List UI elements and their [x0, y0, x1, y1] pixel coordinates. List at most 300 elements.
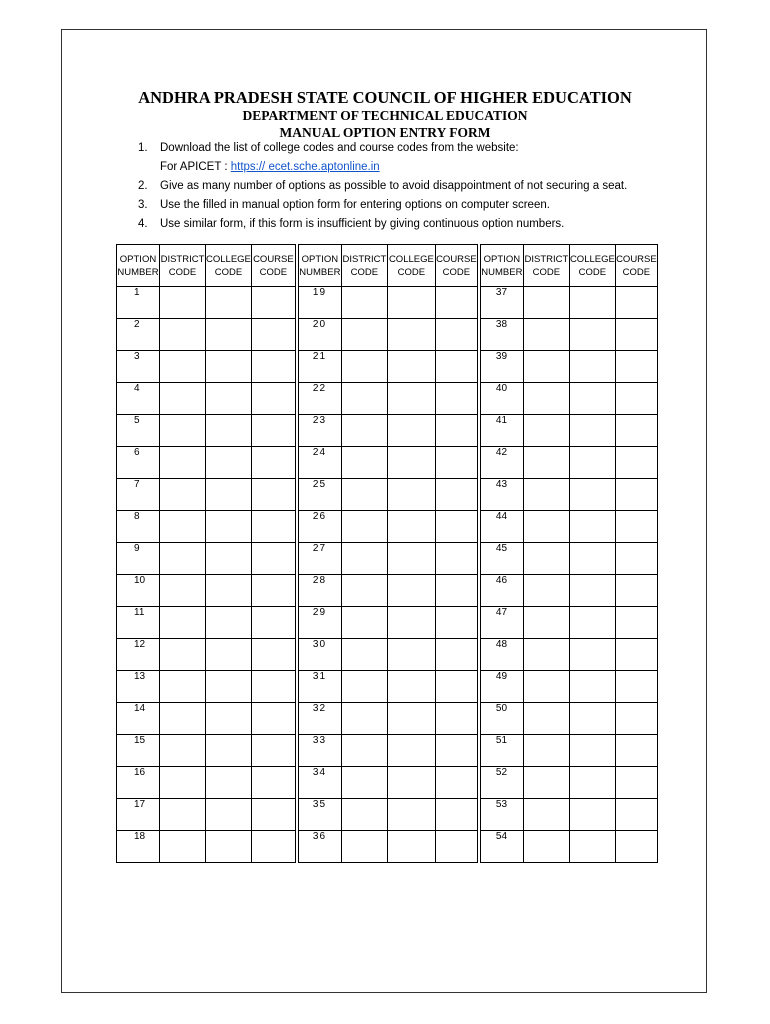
- college-code-cell[interactable]: [569, 511, 615, 543]
- option-number-cell: [298, 671, 341, 703]
- option-number-cell: [298, 543, 341, 575]
- college-code-cell[interactable]: [569, 831, 615, 863]
- option-number: 7: [134, 479, 140, 490]
- instruction-number: 3.: [138, 199, 148, 211]
- course-code-cell[interactable]: [615, 799, 657, 831]
- district-code-cell[interactable]: [341, 383, 387, 415]
- district-code-cell[interactable]: [341, 575, 387, 607]
- district-code-cell[interactable]: [341, 735, 387, 767]
- table-row: [117, 671, 658, 703]
- header-line2: CODE: [214, 266, 243, 278]
- course-code-cell[interactable]: [251, 831, 295, 863]
- option-number-cell: [480, 479, 523, 511]
- header-line2: CODE: [442, 266, 471, 278]
- option-number: 37: [495, 287, 508, 298]
- district-code-cell[interactable]: [523, 671, 569, 703]
- website-link[interactable]: https:// ecet.sche.aptonline.in: [230, 161, 380, 173]
- course-code-cell[interactable]: [615, 575, 657, 607]
- option-number: 35: [312, 799, 327, 810]
- instruction-text: For APICET :: [160, 161, 231, 173]
- college-code-cell[interactable]: [387, 351, 435, 383]
- course-code-cell[interactable]: [615, 543, 657, 575]
- instruction-text: Use similar form, if this form is insufficient by giving continuous option numbers.: [160, 218, 565, 230]
- course-code-cell[interactable]: [615, 607, 657, 639]
- college-code-cell[interactable]: [569, 607, 615, 639]
- option-number: 44: [495, 511, 508, 522]
- header-cell: [387, 245, 435, 287]
- district-code-cell[interactable]: [160, 415, 206, 447]
- course-code-cell[interactable]: [435, 287, 477, 319]
- option-number-cell: [117, 799, 160, 831]
- college-code-cell[interactable]: [387, 607, 435, 639]
- option-number: 50: [495, 703, 508, 714]
- option-number-cell: [117, 415, 160, 447]
- district-code-cell[interactable]: [160, 351, 206, 383]
- district-code-cell[interactable]: [523, 799, 569, 831]
- district-code-cell[interactable]: [341, 671, 387, 703]
- course-code-cell[interactable]: [251, 383, 295, 415]
- instruction-number: 1.: [138, 142, 148, 154]
- college-code-cell[interactable]: [569, 799, 615, 831]
- course-code-cell[interactable]: [251, 703, 295, 735]
- college-code-cell[interactable]: [569, 703, 615, 735]
- option-number-cell: [117, 575, 160, 607]
- district-code-cell[interactable]: [523, 607, 569, 639]
- college-code-cell[interactable]: [206, 447, 252, 479]
- option-number: 25: [312, 479, 327, 490]
- course-code-cell[interactable]: [251, 543, 295, 575]
- college-code-cell[interactable]: [206, 511, 252, 543]
- college-code-cell[interactable]: [206, 351, 252, 383]
- college-code-cell[interactable]: [569, 639, 615, 671]
- course-code-cell[interactable]: [615, 767, 657, 799]
- district-code-cell[interactable]: [160, 319, 206, 351]
- option-number: 23: [312, 415, 327, 426]
- option-number-cell: [117, 447, 160, 479]
- instruction-number: 4.: [138, 218, 148, 230]
- district-code-cell[interactable]: [341, 767, 387, 799]
- option-number-cell: [480, 447, 523, 479]
- district-code-cell[interactable]: [160, 383, 206, 415]
- option-number: 33: [312, 735, 327, 746]
- district-code-cell[interactable]: [341, 287, 387, 319]
- option-number: 24: [312, 447, 327, 458]
- option-number: 38: [495, 319, 508, 330]
- course-code-cell[interactable]: [435, 831, 477, 863]
- table-row: [117, 415, 658, 447]
- college-code-cell[interactable]: [569, 319, 615, 351]
- option-number-cell: [480, 351, 523, 383]
- option-number: 5: [134, 415, 140, 426]
- option-number-cell: [480, 415, 523, 447]
- district-code-cell[interactable]: [160, 479, 206, 511]
- option-entry-table: [116, 244, 658, 863]
- college-code-cell[interactable]: [387, 671, 435, 703]
- option-number-cell: [480, 287, 523, 319]
- option-number-cell: [298, 831, 341, 863]
- option-number: 18: [134, 831, 146, 842]
- header-line1: COLLEGE: [206, 253, 251, 265]
- option-number-cell: [117, 479, 160, 511]
- option-number: 2: [134, 319, 140, 330]
- option-number: 46: [495, 575, 508, 586]
- college-code-cell[interactable]: [206, 639, 252, 671]
- table-row: [117, 575, 658, 607]
- header-line2: CODE: [259, 266, 288, 278]
- option-number: 21: [312, 351, 327, 362]
- table-row: [117, 383, 658, 415]
- district-code-cell[interactable]: [160, 575, 206, 607]
- option-number-cell: [117, 671, 160, 703]
- college-code-cell[interactable]: [387, 383, 435, 415]
- course-code-cell[interactable]: [251, 479, 295, 511]
- option-number: 47: [495, 607, 508, 618]
- option-number: 13: [134, 671, 146, 682]
- course-code-cell[interactable]: [251, 575, 295, 607]
- college-code-cell[interactable]: [387, 447, 435, 479]
- course-code-cell[interactable]: [615, 415, 657, 447]
- college-code-cell[interactable]: [387, 319, 435, 351]
- table-row: [117, 799, 658, 831]
- option-number: 6: [134, 447, 140, 458]
- district-code-cell[interactable]: [160, 831, 206, 863]
- course-code-cell[interactable]: [435, 607, 477, 639]
- table-row: [117, 447, 658, 479]
- district-code-cell[interactable]: [160, 511, 206, 543]
- district-code-cell[interactable]: [523, 639, 569, 671]
- option-number: 4: [134, 383, 140, 394]
- district-code-cell[interactable]: [341, 639, 387, 671]
- option-number: 32: [312, 703, 327, 714]
- option-number-cell: [298, 319, 341, 351]
- course-code-cell[interactable]: [435, 703, 477, 735]
- college-code-cell[interactable]: [569, 383, 615, 415]
- college-code-cell[interactable]: [206, 319, 252, 351]
- instruction-text: Give as many number of options as possible to avoid disappointment of not securing a seat.: [160, 180, 628, 192]
- header-line2: NUMBER: [299, 266, 341, 278]
- course-code-cell[interactable]: [615, 671, 657, 703]
- option-number: 54: [495, 831, 508, 842]
- district-code-cell[interactable]: [341, 511, 387, 543]
- option-number-cell: [480, 383, 523, 415]
- course-code-cell[interactable]: [615, 479, 657, 511]
- college-code-cell[interactable]: [206, 767, 252, 799]
- header-cell: [480, 245, 523, 287]
- district-code-cell[interactable]: [341, 447, 387, 479]
- district-code-cell[interactable]: [523, 351, 569, 383]
- option-number-cell: [117, 511, 160, 543]
- district-code-cell[interactable]: [341, 799, 387, 831]
- college-code-cell[interactable]: [387, 735, 435, 767]
- district-code-cell[interactable]: [341, 607, 387, 639]
- college-code-cell[interactable]: [569, 287, 615, 319]
- header-cell: [117, 245, 160, 287]
- college-code-cell[interactable]: [387, 799, 435, 831]
- college-code-cell[interactable]: [206, 799, 252, 831]
- district-code-cell[interactable]: [160, 639, 206, 671]
- course-code-cell[interactable]: [615, 703, 657, 735]
- college-code-cell[interactable]: [569, 671, 615, 703]
- college-code-cell[interactable]: [206, 543, 252, 575]
- course-code-cell[interactable]: [251, 511, 295, 543]
- option-number: 22: [312, 383, 327, 394]
- course-code-cell[interactable]: [615, 287, 657, 319]
- option-number-cell: [298, 607, 341, 639]
- college-code-cell[interactable]: [569, 735, 615, 767]
- table-row: [117, 639, 658, 671]
- option-number: 17: [134, 799, 146, 810]
- district-code-cell[interactable]: [523, 831, 569, 863]
- district-code-cell[interactable]: [341, 351, 387, 383]
- district-code-cell[interactable]: [523, 415, 569, 447]
- district-code-cell[interactable]: [523, 735, 569, 767]
- option-number: 49: [495, 671, 508, 682]
- instruction-text: Download the list of college codes and course codes from the website:: [160, 142, 519, 154]
- option-number-cell: [298, 479, 341, 511]
- option-number-cell: [480, 639, 523, 671]
- district-code-cell[interactable]: [160, 767, 206, 799]
- college-code-cell[interactable]: [206, 735, 252, 767]
- district-code-cell[interactable]: [160, 543, 206, 575]
- option-number: 11: [134, 607, 145, 618]
- college-code-cell[interactable]: [387, 479, 435, 511]
- college-code-cell[interactable]: [387, 287, 435, 319]
- course-code-cell[interactable]: [251, 639, 295, 671]
- option-number-cell: [298, 575, 341, 607]
- course-code-cell[interactable]: [435, 383, 477, 415]
- district-code-cell[interactable]: [341, 543, 387, 575]
- college-code-cell[interactable]: [206, 703, 252, 735]
- option-number: 45: [495, 543, 508, 554]
- college-code-cell[interactable]: [387, 575, 435, 607]
- college-code-cell[interactable]: [206, 671, 252, 703]
- option-number-cell: [298, 383, 341, 415]
- option-number: 28: [312, 575, 327, 586]
- option-number-cell: [117, 319, 160, 351]
- option-number: 3: [134, 351, 140, 362]
- option-number-cell: [298, 447, 341, 479]
- course-code-cell[interactable]: [435, 671, 477, 703]
- course-code-cell[interactable]: [615, 735, 657, 767]
- district-code-cell[interactable]: [523, 511, 569, 543]
- option-number: 1: [134, 287, 140, 298]
- header-line2: CODE: [397, 266, 426, 278]
- district-code-cell[interactable]: [160, 799, 206, 831]
- header-cell: [341, 245, 387, 287]
- option-number: 9: [134, 543, 140, 554]
- option-number: 31: [312, 671, 327, 682]
- option-number: 12: [134, 639, 146, 650]
- district-code-cell[interactable]: [160, 671, 206, 703]
- table-row: [117, 479, 658, 511]
- option-number: 10: [134, 575, 146, 586]
- course-code-cell[interactable]: [435, 799, 477, 831]
- district-code-cell[interactable]: [523, 575, 569, 607]
- college-code-cell[interactable]: [206, 607, 252, 639]
- course-code-cell[interactable]: [435, 543, 477, 575]
- course-code-cell[interactable]: [615, 447, 657, 479]
- college-code-cell[interactable]: [387, 543, 435, 575]
- course-code-cell[interactable]: [251, 607, 295, 639]
- instruction-number: 2.: [138, 180, 148, 192]
- option-number-cell: [117, 543, 160, 575]
- option-number-cell: [480, 799, 523, 831]
- option-number-cell: [480, 319, 523, 351]
- option-number-cell: [480, 767, 523, 799]
- college-code-cell[interactable]: [206, 383, 252, 415]
- course-code-cell[interactable]: [615, 831, 657, 863]
- option-number: 41: [495, 415, 508, 426]
- college-code-cell[interactable]: [569, 575, 615, 607]
- header-cell: [206, 245, 252, 287]
- header-line2: CODE: [578, 266, 607, 278]
- option-number-cell: [298, 287, 341, 319]
- district-code-cell[interactable]: [160, 607, 206, 639]
- district-code-cell[interactable]: [523, 319, 569, 351]
- option-number-cell: [480, 735, 523, 767]
- college-code-cell[interactable]: [387, 415, 435, 447]
- district-code-cell[interactable]: [160, 447, 206, 479]
- course-code-cell[interactable]: [435, 447, 477, 479]
- course-code-cell[interactable]: [251, 319, 295, 351]
- table-row: [117, 351, 658, 383]
- option-number-cell: [117, 767, 160, 799]
- header-cell: [251, 245, 295, 287]
- option-number: 16: [134, 767, 146, 778]
- college-code-cell[interactable]: [206, 415, 252, 447]
- header-line1: COURSE: [436, 253, 477, 265]
- college-code-cell[interactable]: [206, 575, 252, 607]
- option-number: 19: [312, 287, 327, 298]
- college-code-cell[interactable]: [569, 351, 615, 383]
- header-line1: OPTION: [119, 253, 157, 265]
- district-code-cell[interactable]: [341, 831, 387, 863]
- header-line2: CODE: [532, 266, 561, 278]
- header-line2: NUMBER: [481, 266, 523, 278]
- course-code-cell[interactable]: [615, 319, 657, 351]
- college-code-cell[interactable]: [387, 639, 435, 671]
- header-line1: DISTRICT: [524, 253, 569, 265]
- course-code-cell[interactable]: [435, 351, 477, 383]
- district-code-cell[interactable]: [341, 703, 387, 735]
- table-row: [117, 607, 658, 639]
- district-code-cell[interactable]: [523, 543, 569, 575]
- option-number: 8: [134, 511, 140, 522]
- header-line2: CODE: [168, 266, 197, 278]
- district-code-cell[interactable]: [160, 735, 206, 767]
- college-code-cell[interactable]: [569, 415, 615, 447]
- course-code-cell[interactable]: [251, 767, 295, 799]
- course-code-cell[interactable]: [251, 447, 295, 479]
- district-code-cell[interactable]: [341, 415, 387, 447]
- college-code-cell[interactable]: [387, 767, 435, 799]
- header-line1: DISTRICT: [342, 253, 387, 265]
- college-code-cell[interactable]: [569, 479, 615, 511]
- header-cell: [523, 245, 569, 287]
- district-code-cell[interactable]: [523, 767, 569, 799]
- district-code-cell[interactable]: [523, 447, 569, 479]
- option-number: 14: [134, 703, 146, 714]
- table-row: [117, 543, 658, 575]
- course-code-cell[interactable]: [615, 639, 657, 671]
- option-number: 52: [495, 767, 508, 778]
- course-code-cell[interactable]: [251, 799, 295, 831]
- header-cell: [160, 245, 206, 287]
- option-number: 30: [312, 639, 327, 650]
- course-code-cell[interactable]: [435, 415, 477, 447]
- district-code-cell[interactable]: [341, 319, 387, 351]
- instruction-text: Use the filled in manual option form for entering options on computer screen.: [160, 199, 550, 211]
- table-row: [117, 703, 658, 735]
- course-code-cell[interactable]: [615, 383, 657, 415]
- district-code-cell[interactable]: [523, 479, 569, 511]
- option-number-cell: [480, 511, 523, 543]
- course-code-cell[interactable]: [435, 735, 477, 767]
- college-code-cell[interactable]: [206, 831, 252, 863]
- header-line1: COURSE: [616, 253, 657, 265]
- option-number-cell: [480, 831, 523, 863]
- college-code-cell[interactable]: [387, 511, 435, 543]
- college-code-cell[interactable]: [206, 287, 252, 319]
- option-number-cell: [298, 511, 341, 543]
- course-code-cell[interactable]: [435, 479, 477, 511]
- college-code-cell[interactable]: [387, 831, 435, 863]
- table-header-row: [117, 245, 658, 287]
- option-number-cell: [117, 287, 160, 319]
- course-code-cell[interactable]: [435, 575, 477, 607]
- course-code-cell[interactable]: [435, 639, 477, 671]
- district-code-cell[interactable]: [341, 479, 387, 511]
- course-code-cell[interactable]: [435, 511, 477, 543]
- option-number: 51: [495, 735, 508, 746]
- option-number-cell: [298, 415, 341, 447]
- district-code-cell[interactable]: [523, 703, 569, 735]
- course-code-cell[interactable]: [615, 351, 657, 383]
- course-code-cell[interactable]: [251, 671, 295, 703]
- option-number: 27: [312, 543, 327, 554]
- course-code-cell[interactable]: [615, 511, 657, 543]
- district-code-cell[interactable]: [160, 287, 206, 319]
- course-code-cell[interactable]: [435, 767, 477, 799]
- header-line1: COURSE: [253, 253, 294, 265]
- option-number-cell: [480, 575, 523, 607]
- header-cell: [615, 245, 657, 287]
- course-code-cell[interactable]: [251, 735, 295, 767]
- course-code-cell[interactable]: [435, 319, 477, 351]
- course-code-cell[interactable]: [251, 287, 295, 319]
- course-code-cell[interactable]: [251, 415, 295, 447]
- council-title: ANDHRA PRADESH STATE COUNCIL OF HIGHER EDUCATION: [138, 88, 632, 107]
- header-line1: DISTRICT: [160, 253, 205, 265]
- option-number: 39: [495, 351, 508, 362]
- college-code-cell[interactable]: [387, 703, 435, 735]
- district-code-cell[interactable]: [160, 703, 206, 735]
- option-number-cell: [117, 607, 160, 639]
- district-code-cell[interactable]: [523, 287, 569, 319]
- course-code-cell[interactable]: [251, 351, 295, 383]
- table-row: [117, 287, 658, 319]
- college-code-cell[interactable]: [206, 479, 252, 511]
- table-row: [117, 767, 658, 799]
- college-code-cell[interactable]: [569, 447, 615, 479]
- option-number: 40: [495, 383, 508, 394]
- college-code-cell[interactable]: [569, 767, 615, 799]
- option-number-cell: [117, 831, 160, 863]
- college-code-cell[interactable]: [569, 543, 615, 575]
- table-row: [117, 511, 658, 543]
- district-code-cell[interactable]: [523, 383, 569, 415]
- option-number: 43: [495, 479, 508, 490]
